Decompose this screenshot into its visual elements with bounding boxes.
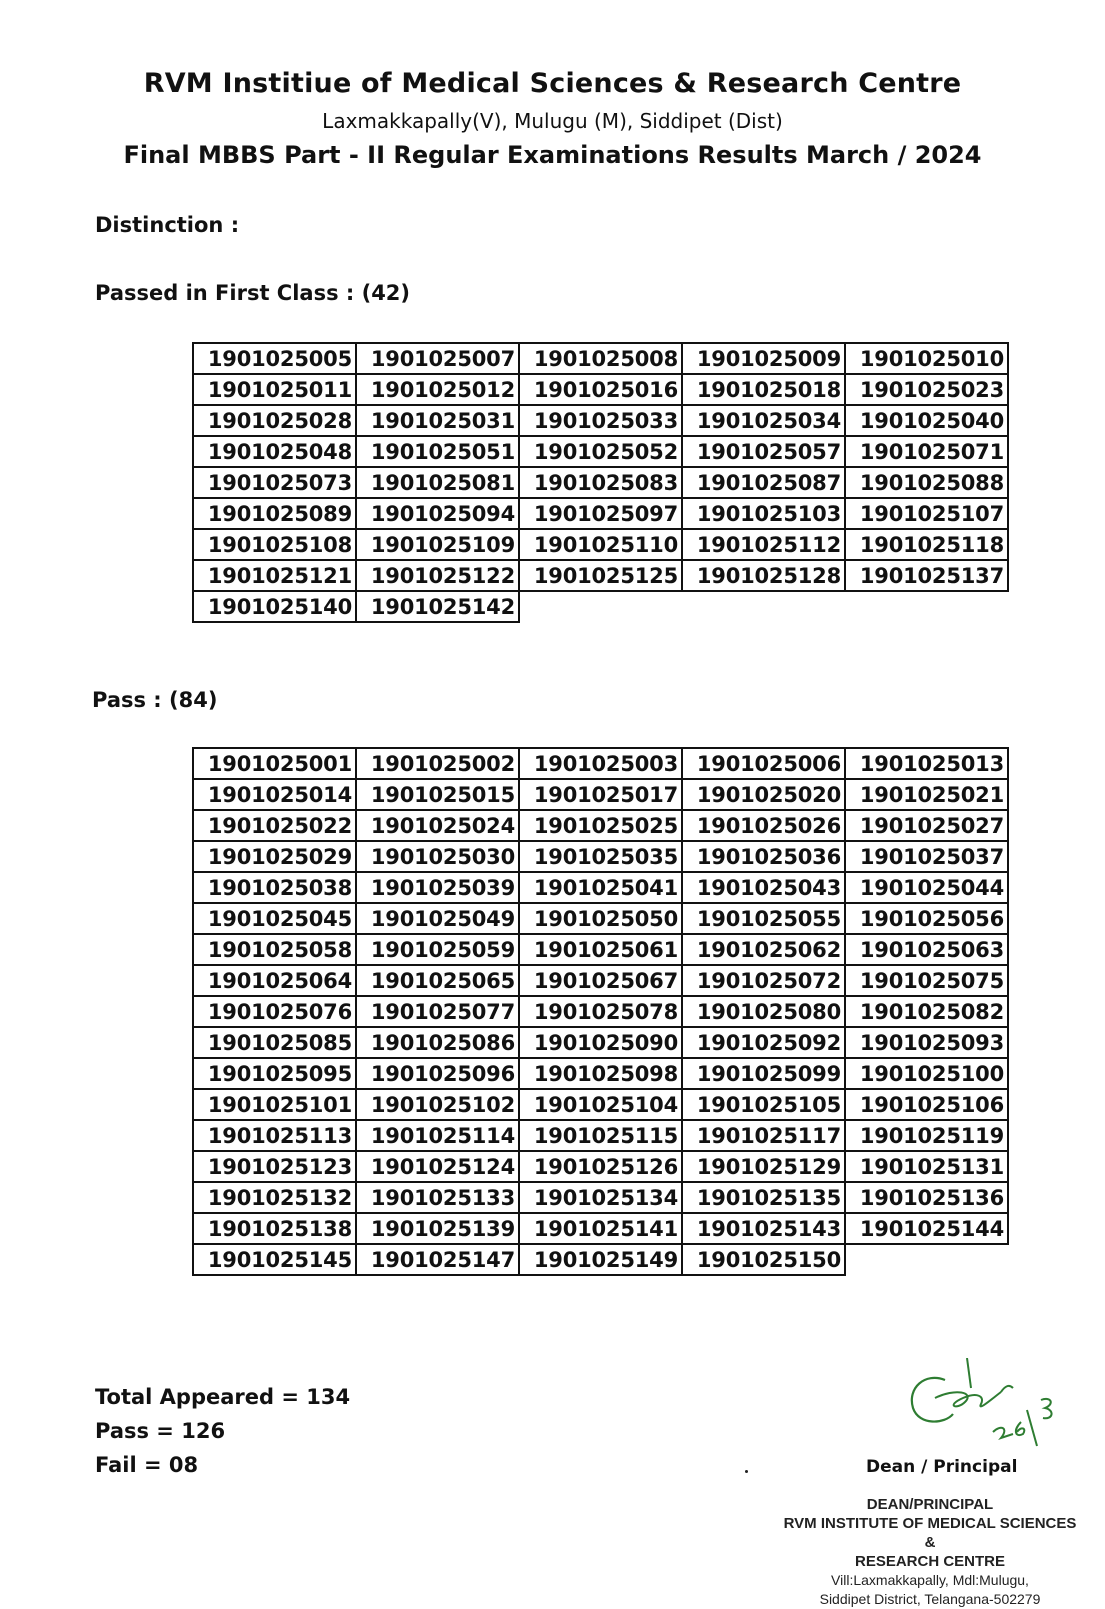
hall-ticket-number: 1901025090 — [519, 1027, 682, 1058]
hall-ticket-number: 1901025057 — [682, 436, 845, 467]
hall-ticket-number: 1901025075 — [845, 965, 1008, 996]
hall-ticket-number: 1901025059 — [356, 934, 519, 965]
table-row — [193, 1151, 1008, 1182]
hall-ticket-number: 1901025082 — [845, 996, 1008, 1027]
hall-ticket-number: 1901025065 — [356, 965, 519, 996]
stamp-line-4: Vill:Laxmakkapally, Mdl:Mulugu, — [831, 1572, 1029, 1588]
hall-ticket-number: 1901025114 — [356, 1120, 519, 1151]
hall-ticket-number: 1901025098 — [519, 1058, 682, 1089]
hall-ticket-number: 1901025056 — [845, 903, 1008, 934]
hall-ticket-number: 1901025020 — [682, 779, 845, 810]
hall-ticket-number: 1901025083 — [519, 467, 682, 498]
table-row — [193, 779, 1008, 810]
hall-ticket-number: 1901025088 — [845, 467, 1008, 498]
hall-ticket-number: 1901025005 — [193, 343, 356, 374]
hall-ticket-number: 1901025035 — [519, 841, 682, 872]
hall-ticket-number: 1901025045 — [193, 903, 356, 934]
hall-ticket-number: 1901025048 — [193, 436, 356, 467]
hall-ticket-number: 1901025023 — [845, 374, 1008, 405]
exam-title: Final MBBS Part - II Regular Examinations Results March / 2024 — [123, 141, 982, 169]
hall-ticket-number: 1901025015 — [356, 779, 519, 810]
hall-ticket-number: 1901025102 — [356, 1089, 519, 1120]
hall-ticket-number: 1901025003 — [519, 748, 682, 779]
distinction-label: Distinction : — [95, 213, 240, 237]
total-appeared: Total Appeared = 134 — [95, 1385, 351, 1409]
hall-ticket-number: 1901025024 — [356, 810, 519, 841]
hall-ticket-number: 1901025099 — [682, 1058, 845, 1089]
table-row — [193, 591, 1008, 622]
hall-ticket-number: 1901025026 — [682, 810, 845, 841]
hall-ticket-number: 1901025080 — [682, 996, 845, 1027]
empty-cell — [845, 1244, 1008, 1275]
hall-ticket-number: 1901025117 — [682, 1120, 845, 1151]
table-row — [193, 841, 1008, 872]
hall-ticket-number: 1901025044 — [845, 872, 1008, 903]
table-row — [193, 965, 1008, 996]
hall-ticket-number: 1901025016 — [519, 374, 682, 405]
hall-ticket-number: 1901025021 — [845, 779, 1008, 810]
document-header — [0, 68, 1105, 169]
hall-ticket-number: 1901025129 — [682, 1151, 845, 1182]
hall-ticket-number: 1901025107 — [845, 498, 1008, 529]
hall-ticket-number: 1901025124 — [356, 1151, 519, 1182]
hall-ticket-number: 1901025123 — [193, 1151, 356, 1182]
hall-ticket-number: 1901025140 — [193, 591, 356, 622]
hall-ticket-number: 1901025007 — [356, 343, 519, 374]
fail-count: Fail = 08 — [95, 1453, 199, 1477]
hall-ticket-number: 1901025058 — [193, 934, 356, 965]
hall-ticket-number: 1901025093 — [845, 1027, 1008, 1058]
hall-ticket-number: 1901025094 — [356, 498, 519, 529]
table-row — [193, 1182, 1008, 1213]
hall-ticket-number: 1901025037 — [845, 841, 1008, 872]
hall-ticket-number: 1901025001 — [193, 748, 356, 779]
hall-ticket-number: 1901025022 — [193, 810, 356, 841]
hall-ticket-number: 1901025087 — [682, 467, 845, 498]
hall-ticket-number: 1901025072 — [682, 965, 845, 996]
hall-ticket-number: 1901025147 — [356, 1244, 519, 1275]
hall-ticket-number: 1901025137 — [845, 560, 1008, 591]
hall-ticket-number: 1901025109 — [356, 529, 519, 560]
hall-ticket-number: 1901025031 — [356, 405, 519, 436]
hall-ticket-number: 1901025040 — [845, 405, 1008, 436]
hall-ticket-number: 1901025143 — [682, 1213, 845, 1244]
hall-ticket-number: 1901025027 — [845, 810, 1008, 841]
hall-ticket-number: 1901025039 — [356, 872, 519, 903]
table-row — [193, 374, 1008, 405]
hall-ticket-number: 1901025077 — [356, 996, 519, 1027]
hall-ticket-number: 1901025113 — [193, 1120, 356, 1151]
empty-cell — [845, 591, 1008, 622]
hall-ticket-number: 1901025131 — [845, 1151, 1008, 1182]
hall-ticket-number: 1901025115 — [519, 1120, 682, 1151]
table-row — [193, 934, 1008, 965]
hall-ticket-number: 1901025055 — [682, 903, 845, 934]
table-row — [193, 1120, 1008, 1151]
hall-ticket-number: 1901025089 — [193, 498, 356, 529]
hall-ticket-number: 1901025013 — [845, 748, 1008, 779]
principal-signature — [905, 1358, 1075, 1448]
hall-ticket-number: 1901025136 — [845, 1182, 1008, 1213]
hall-ticket-number: 1901025096 — [356, 1058, 519, 1089]
hall-ticket-number: 1901025108 — [193, 529, 356, 560]
table-row — [193, 872, 1008, 903]
first-class-table — [192, 342, 1009, 623]
official-stamp — [780, 1495, 1080, 1609]
hall-ticket-number: 1901025050 — [519, 903, 682, 934]
hall-ticket-number: 1901025041 — [519, 872, 682, 903]
pass-count: Pass = 126 — [95, 1419, 226, 1443]
hall-ticket-number: 1901025132 — [193, 1182, 356, 1213]
hall-ticket-number: 1901025051 — [356, 436, 519, 467]
hall-ticket-number: 1901025141 — [519, 1213, 682, 1244]
hall-ticket-number: 1901025067 — [519, 965, 682, 996]
table-row — [193, 1244, 1008, 1275]
hall-ticket-number: 1901025002 — [356, 748, 519, 779]
hall-ticket-number: 1901025014 — [193, 779, 356, 810]
institute-address: Laxmakkapally(V), Mulugu (M), Siddipet (Dist) — [322, 109, 783, 133]
table-row — [193, 810, 1008, 841]
hall-ticket-number: 1901025086 — [356, 1027, 519, 1058]
table-row — [193, 1027, 1008, 1058]
hall-ticket-number: 1901025134 — [519, 1182, 682, 1213]
hall-ticket-number: 1901025025 — [519, 810, 682, 841]
table-row — [193, 467, 1008, 498]
table-row — [193, 405, 1008, 436]
hall-ticket-number: 1901025017 — [519, 779, 682, 810]
hall-ticket-number: 1901025106 — [845, 1089, 1008, 1120]
hall-ticket-number: 1901025135 — [682, 1182, 845, 1213]
table-row — [193, 498, 1008, 529]
hall-ticket-number: 1901025078 — [519, 996, 682, 1027]
hall-ticket-number: 1901025125 — [519, 560, 682, 591]
hall-ticket-number: 1901025049 — [356, 903, 519, 934]
table-row — [193, 1213, 1008, 1244]
hall-ticket-number: 1901025085 — [193, 1027, 356, 1058]
stamp-line-3: RESEARCH CENTRE — [854, 1553, 1005, 1570]
result-summary — [95, 1380, 350, 1482]
empty-cell — [519, 591, 682, 622]
table-row — [193, 436, 1008, 467]
hall-ticket-number: 1901025062 — [682, 934, 845, 965]
dean-label: Dean / Principal — [866, 1457, 1018, 1477]
hall-ticket-number: 1901025138 — [193, 1213, 356, 1244]
hall-ticket-number: 1901025011 — [193, 374, 356, 405]
hall-ticket-number: 1901025128 — [682, 560, 845, 591]
hall-ticket-number: 1901025029 — [193, 841, 356, 872]
table-row — [193, 1089, 1008, 1120]
table-row — [193, 996, 1008, 1027]
hall-ticket-number: 1901025018 — [682, 374, 845, 405]
hall-ticket-number: 1901025139 — [356, 1213, 519, 1244]
hall-ticket-number: 1901025092 — [682, 1027, 845, 1058]
hall-ticket-number: 1901025038 — [193, 872, 356, 903]
first-class-label: Passed in First Class : (42) — [95, 281, 411, 305]
hall-ticket-number: 1901025150 — [682, 1244, 845, 1275]
hall-ticket-number: 1901025110 — [519, 529, 682, 560]
hall-ticket-number: 1901025076 — [193, 996, 356, 1027]
hall-ticket-number: 1901025119 — [845, 1120, 1008, 1151]
hall-ticket-number: 1901025103 — [682, 498, 845, 529]
hall-ticket-number: 1901025118 — [845, 529, 1008, 560]
hall-ticket-number: 1901025105 — [682, 1089, 845, 1120]
hall-ticket-number: 1901025052 — [519, 436, 682, 467]
hall-ticket-number: 1901025126 — [519, 1151, 682, 1182]
hall-ticket-number: 1901025064 — [193, 965, 356, 996]
table-row — [193, 903, 1008, 934]
empty-cell — [682, 591, 845, 622]
hall-ticket-number: 1901025012 — [356, 374, 519, 405]
hall-ticket-number: 1901025028 — [193, 405, 356, 436]
hall-ticket-number: 1901025033 — [519, 405, 682, 436]
hall-ticket-number: 1901025071 — [845, 436, 1008, 467]
pass-label: Pass : (84) — [92, 688, 218, 712]
hall-ticket-number: 1901025122 — [356, 560, 519, 591]
pass-table — [192, 747, 1009, 1276]
table-row — [193, 560, 1008, 591]
hall-ticket-number: 1901025101 — [193, 1089, 356, 1120]
hall-ticket-number: 1901025006 — [682, 748, 845, 779]
hall-ticket-number: 1901025008 — [519, 343, 682, 374]
stamp-line-2: RVM INSTITUTE OF MEDICAL SCIENCES & — [783, 1515, 1077, 1551]
hall-ticket-number: 1901025121 — [193, 560, 356, 591]
hall-ticket-number: 1901025043 — [682, 872, 845, 903]
hall-ticket-number: 1901025149 — [519, 1244, 682, 1275]
hall-ticket-number: 1901025097 — [519, 498, 682, 529]
hall-ticket-number: 1901025009 — [682, 343, 845, 374]
institute-title: RVM Institiue of Medical Sciences & Research Centre — [143, 68, 962, 99]
hall-ticket-number: 1901025104 — [519, 1089, 682, 1120]
hall-ticket-number: 1901025036 — [682, 841, 845, 872]
table-row — [193, 1058, 1008, 1089]
hall-ticket-number: 1901025145 — [193, 1244, 356, 1275]
hall-ticket-number: 1901025112 — [682, 529, 845, 560]
ink-dot — [745, 1470, 748, 1473]
hall-ticket-number: 1901025061 — [519, 934, 682, 965]
table-row — [193, 529, 1008, 560]
hall-ticket-number: 1901025133 — [356, 1182, 519, 1213]
stamp-line-5: Siddipet District, Telangana-502279 — [819, 1591, 1041, 1607]
hall-ticket-number: 1901025010 — [845, 343, 1008, 374]
hall-ticket-number: 1901025063 — [845, 934, 1008, 965]
stamp-line-1: DEAN/PRINCIPAL — [866, 1496, 994, 1513]
table-row — [193, 748, 1008, 779]
hall-ticket-number: 1901025095 — [193, 1058, 356, 1089]
hall-ticket-number: 1901025073 — [193, 467, 356, 498]
hall-ticket-number: 1901025142 — [356, 591, 519, 622]
hall-ticket-number: 1901025144 — [845, 1213, 1008, 1244]
hall-ticket-number: 1901025100 — [845, 1058, 1008, 1089]
table-row — [193, 343, 1008, 374]
hall-ticket-number: 1901025034 — [682, 405, 845, 436]
hall-ticket-number: 1901025081 — [356, 467, 519, 498]
hall-ticket-number: 1901025030 — [356, 841, 519, 872]
